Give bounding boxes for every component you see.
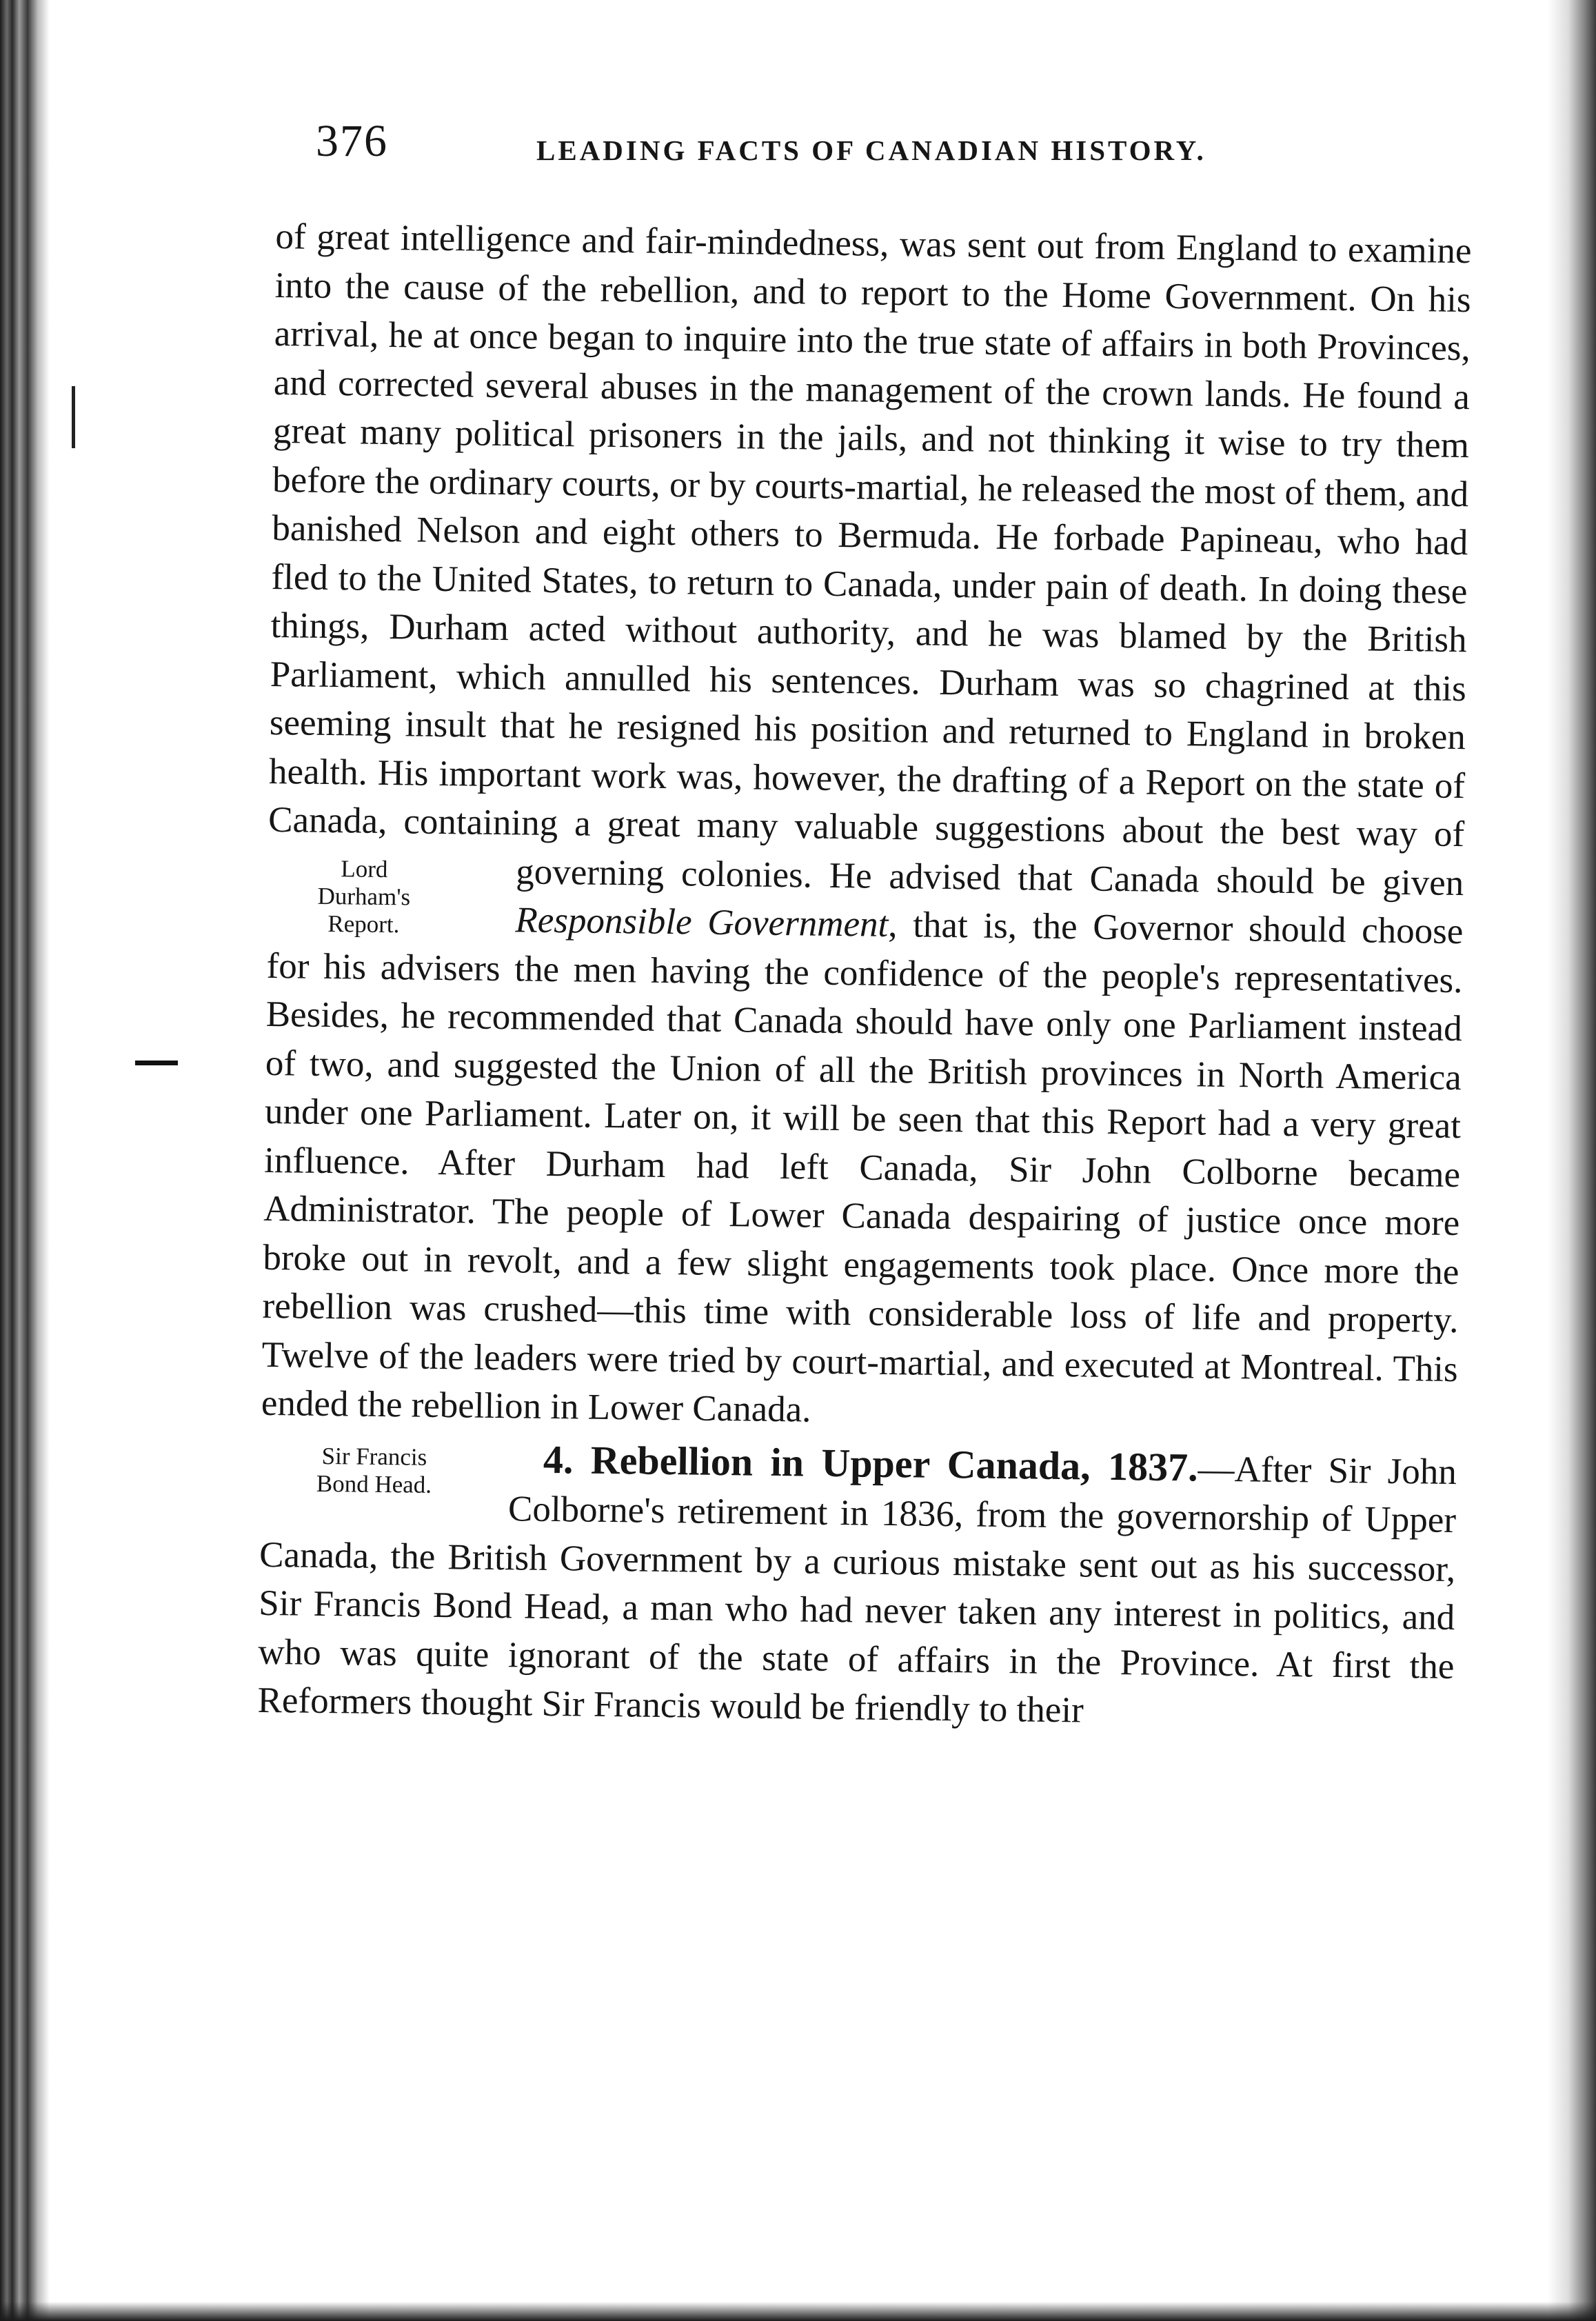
paragraph-durham-part2: , that is, the Governor should choose for his advisers the men having the confidence of the people's representatives. Besides, he recommended that Canada should have only one Parliament instead of two, and suggested the Union of all the British provinces in North America under one Parliament. Later on, it will be seen that this Report had a very great influence. After Durham had left Canada, Sir John Colborne became Administrator. The people of Lower Canada despairing of justice once more broke out in revolt, and a few slight engagements took place. Once more the rebellion was crushed—this time with considerable loss of life and property. Twelve of the leaders were tried by court-martial, and executed at Montreal. This ended the rebellion in Lower Canada.: [261, 904, 1464, 1430]
side-note-line: Durham's: [317, 882, 411, 910]
page-edge-shadow: [1548, 0, 1596, 2321]
side-note-line: Sir Francis: [321, 1442, 427, 1471]
paragraph-durham: [261, 212, 1471, 1443]
side-note-line: Bond Head.: [316, 1469, 432, 1498]
section-text: —After Sir John Colborne's retirement in 1836, from the governorship of Upper Canada, the British Government by a curious mistake sent out as his successor, Sir Francis Bond Head, a man who had never taken any interest in politics, and who was quite ignorant of the state of affairs in the Province. At first the Reformers thought Sir Francis would be friendly to their: [257, 1448, 1457, 1731]
section-heading: 4. Rebellion in Upper Canada, 1837.: [543, 1436, 1199, 1489]
side-note-line: Lord: [341, 854, 388, 883]
book-spine-edge: [0, 0, 50, 2321]
gutter-mark: [72, 386, 75, 448]
running-title: LEADING FACTS OF CANADIAN HISTORY.: [536, 134, 1206, 166]
page-number: 376: [316, 116, 388, 166]
page-body: [257, 212, 1472, 1740]
side-note-lord-durhams-report: [239, 854, 488, 939]
side-note-sir-francis-bond-head: [232, 1441, 481, 1499]
margin-dash-mark: [135, 1061, 178, 1065]
paragraph-durham-part1: of great intelligence and fair-mindedness, was sent out from England to examine into the cause of the rebellion, and to report to the Home Government. On his arrival, he at once began to inquire into the true state of affairs in both Provinces, and corrected several abuses in the management of the crown lands. He found a great many political prisoners in the jails, and not thinking it wise to try them before the ordinary courts, or by courts-martial, he released the most of them, and banished Nelson and eight others to Bermuda. He forbade Papineau, who had fled to the United States, to return to Canada, under pain of death. In doing these things, Durham acted without authority, and he was blamed by the British Parliament, which annulled his sentences. Durham was so chagrined at this seeming insult that he resigned his position and returned to England in broken health. His important work was, however, the drafting of a Report on the state of Canada, containing a great many valuable suggestions about the best way of governing colonies. He advised that Canada should be given: [267, 216, 1472, 903]
bottom-edge-shadow: [0, 2302, 1596, 2321]
paragraph-upper-canada: [257, 1431, 1457, 1739]
side-note-line: Report.: [327, 910, 400, 938]
emphasis-responsible-government: Responsible Government: [515, 900, 889, 945]
